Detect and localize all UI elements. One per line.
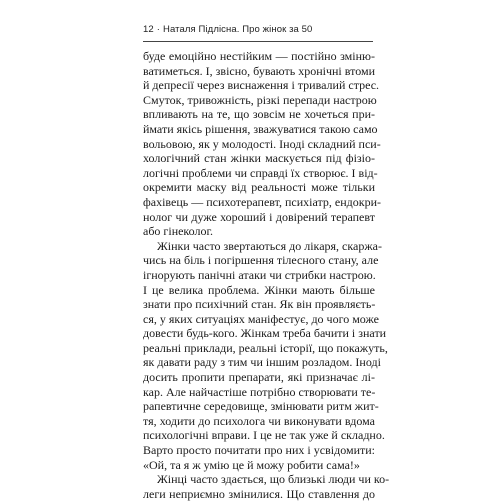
page-number: 12	[143, 24, 154, 35]
header-book-title: Про жінок за 50	[242, 24, 313, 35]
text-line: психологічні вправи. І це не так уже й складно.	[143, 428, 385, 443]
paragraph-2	[143, 238, 388, 473]
header-separator: ·	[156, 24, 161, 35]
body-text	[143, 49, 390, 501]
text-line: ся, у яких ситуаціях маніфестує, до чого може	[143, 311, 379, 326]
text-line: кар. Але найчастіше потрібно створювати те-	[143, 384, 376, 399]
paragraph-3	[143, 472, 390, 501]
text-line: вольовою, як у молодості. Іноді складний пси-	[143, 136, 381, 151]
text-line: І це велика проблема. Жінки мають більше	[143, 282, 375, 297]
text-line: окремити маску від реальності може тільки	[143, 180, 375, 195]
text-line: нолог чи дуже хороший і довірений терапевт	[143, 209, 375, 224]
running-header	[143, 24, 393, 35]
text-line: або гінеколог.	[143, 224, 214, 239]
header-rule	[143, 41, 373, 42]
text-line: Варто просто почитати про них і усвідомити:	[143, 443, 375, 458]
text-line: Жінки часто звертаються до лікаря, скаржа-	[157, 238, 382, 253]
text-line: Смуток, тривожність, різкі перепади настрою	[143, 92, 377, 107]
text-line: буде емоційно нестійким — постійно зміню-	[143, 49, 375, 63]
text-line: хологічний стан жінки маскується під фізіо-	[143, 151, 375, 166]
text-line: ватиметься. І, звісно, бувають хронічні втоми	[143, 63, 375, 78]
text-line: реальні приклади, реальні історії, що покажуть,	[143, 340, 388, 355]
text-line: ймати якісь рішення, зважуватися такою само	[143, 121, 378, 136]
text-line: рапевтичне середовище, змінювати ритм жит-	[143, 399, 379, 414]
text-line: «Ой, та я ж умію це й можу робити сама!»	[143, 457, 360, 472]
text-line: досить пропити препарати, які призначає лі-	[143, 370, 375, 385]
text-line: леги неприємно змінилися. Що ставлення до	[143, 486, 375, 501]
text-line: довести будь-кого. Жінкам треба бачити і знати	[143, 326, 387, 341]
text-line: знати про психічний стан. Як він проявляєть-	[143, 297, 376, 312]
text-line: впливають на те, що зовсім не хочеться при-	[143, 107, 375, 122]
text-line: ігнорують панічні атаки чи стрибки настрою.	[143, 267, 376, 282]
paragraph-1	[143, 49, 382, 239]
text-line: чись на біль і погіршення тілесного стану, але	[143, 253, 379, 268]
text-line: Жінці часто здається, що близькі люди чи ко-	[157, 472, 390, 487]
text-line: логічні проблеми чи справді їх створює. І від-	[143, 165, 378, 180]
header-author: Наталя Підлісна.	[163, 24, 240, 35]
text-line: як давати раду з тим чи іншим розладом. Іноді	[143, 355, 381, 370]
text-line: фахівець — психотерапевт, психіатр, ендокри-	[143, 194, 382, 209]
text-line: тя, ходити до психолога чи виконувати вдома	[143, 413, 375, 428]
text-line: й депресії через виснаження і тривалий стрес.	[143, 78, 380, 93]
